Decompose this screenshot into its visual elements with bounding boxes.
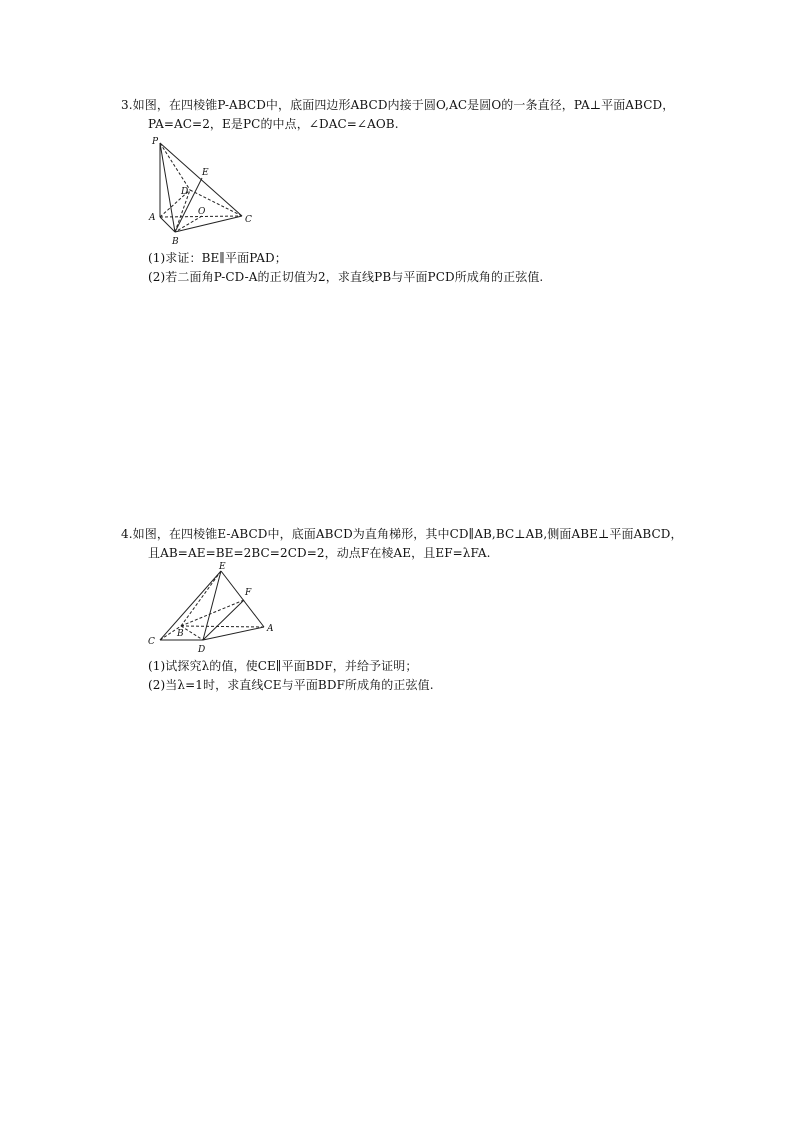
problem-4-stem-line-2: 且AB=AE=BE=2BC=2CD=2，动点F在棱AE，且EF=λFA. <box>148 546 491 560</box>
problem-3-figure <box>145 132 260 250</box>
problem-3-part-2: (2)若二面角P-CD-A的正切值为2，求直线PB与平面PCD所成角的正弦值. <box>148 270 544 284</box>
problem-4-part-2: (2)当λ=1时，求直线CE与平面BDF所成角的正弦值. <box>148 678 434 692</box>
edge-BA <box>181 626 264 627</box>
edge-DF <box>203 600 244 640</box>
problem-4-part-1: (1)试探究λ的值，使CE∥平面BDF，并给予证明； <box>148 659 418 673</box>
problem-3-stem-line-1: 3.如图，在四棱锥P-ABCD中，底面四边形ABCD内接于圆O,AC是圆O的一条直径，PA⊥平面ABCD， <box>121 98 675 112</box>
problem-4-stem-line-1: 4.如图，在四棱锥E-ABCD中，底面ABCD为直角梯形，其中CD∥AB,BC⊥AB,侧面ABE⊥平面ABCD， <box>121 527 683 541</box>
label-E: E <box>202 168 209 178</box>
label-D: D <box>181 187 189 197</box>
label-C: C <box>148 637 155 647</box>
label-A: A <box>267 624 274 634</box>
problem-3-part-1: (1)求证：BE∥平面PAD； <box>148 251 287 265</box>
edge-BC <box>175 216 242 232</box>
edge-DA <box>203 627 264 640</box>
label-D: D <box>198 645 206 655</box>
edge-EA <box>221 571 264 627</box>
label-F: F <box>245 588 252 598</box>
label-A: A <box>149 213 156 223</box>
label-B: B <box>177 629 184 639</box>
edge-PD <box>160 143 190 190</box>
label-E: E <box>219 562 226 572</box>
edge-BD <box>181 626 203 640</box>
label-C: C <box>245 215 252 225</box>
label-B: B <box>172 237 179 247</box>
label-P: P <box>152 137 159 147</box>
problem-3-stem-line-2: PA=AC=2，E是PC的中点，∠DAC=∠AOB. <box>148 117 399 131</box>
label-O: O <box>198 207 206 217</box>
problem-4-figure <box>143 558 283 656</box>
